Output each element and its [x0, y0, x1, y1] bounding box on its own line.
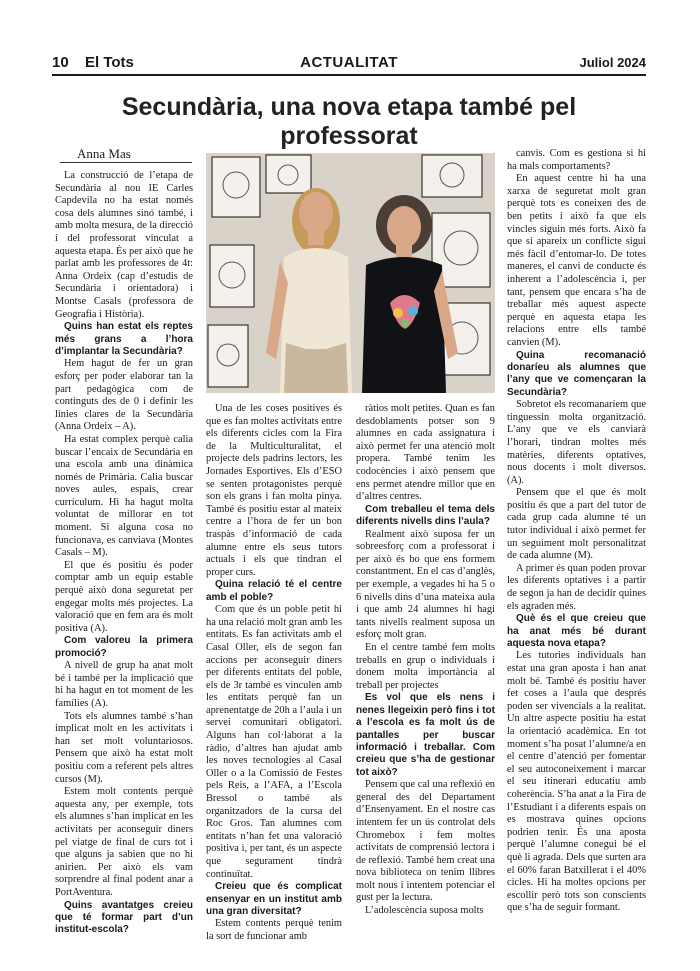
- article-title: Secundària, una nova etapa també pel professorat: [121, 93, 577, 150]
- interview-question: Creieu que és complicat ensenyar en un institut amb una gran diversitat?: [206, 881, 342, 917]
- interview-question: Quins avantatges creieu que té formar part d’un institut-escola?: [55, 899, 193, 936]
- body-paragraph: Pensem que cal una reflexió en general des del Departament d’Ensenyament. En el nostre cas intentem fer un ús controlat dels Chromebox i fem moltes activitats de comprensió lectora i de reflexió. També hem creat una nova biblioteca on tenim llibres molt nous i intentem potenciar el gust per la lectura.: [356, 779, 495, 904]
- author-rule: [60, 162, 192, 163]
- body-paragraph: Una de les coses positives és que es fan moltes activitats entre els diferents cicles com la Fira de la Multiculturalitat, el projecte dels padrins lectors, les Jornades Esportives. Els d’ESO se senten protagonistes perquè son els grans i fan molta pinya. També és positiu estar al mateix centre a l’hora de fer un bon traspàs d’informació de cada alumne entre els seus tutors actuals i els que tindran el proper curs.: [206, 403, 342, 578]
- article-column-1: [55, 170, 193, 937]
- body-paragraph: A primer és quan poden provar les diferents optatives i a partir de segon ja han de decidir quines els agraden més.: [507, 562, 646, 612]
- interview-question: Quins han estat els reptes més grans a l’hora d’implantar la Secundària?: [55, 321, 193, 357]
- interview-question: Com valoreu la primera promoció?: [55, 635, 193, 659]
- interview-question: Quina recomanació donaríeu als alumnes que l’any que ve començaran la Secundària?: [507, 349, 646, 398]
- publication-name: El Tots: [85, 54, 134, 71]
- body-paragraph: Com que és un poble petit hi ha una relació molt gran amb les entitats. Es fan activitats amb el Casal Oller, els de segon fan accions per aconseguir diners per diferents entitats del poble, els de 3r també es vinculen amb les entitats perquè fan un aprenentatge de 20h a l’aula i un servei comunitari obligatori. Alguns han col·laborat a la ràdio, d’altres han ajudat amb les noves tecnologies al Casal Oller o a la Comissió de Festes pels Reis, a l’AFA, a l’Escola Bressol o també als organitzadors de la cursa del Roc Gros. Tan alumnes com entitats n’han fet una valoració positiva i, per tant, és un aspecte que segurament tindrà continuïtat.: [206, 604, 342, 880]
- interview-question: Com treballeu el tema dels diferents nivells dins l’aula?: [356, 503, 495, 528]
- body-paragraph: Estem molt contents perquè aquesta any, per exemple, tots els alumnes s’han implicat en les activitats per aconseguir diners pel viatge de final de curs tot i que alguns ja sabien que no hi anirien. Per això els vam sorprendre al final podent anar a PortAventura.: [55, 786, 193, 898]
- interview-question: Què és el que creieu que ha anat més bé durant aquesta nova etapa?: [507, 613, 646, 650]
- body-paragraph: Les tutories individuals han estat una gran aposta i han anat molt bé. També és positiu haver fet coses a l’aula que després poden ser vivencials a la realitat. Un altre aspecte positiu ha estat la orientació acadèmica. En tot moment s’ha posat l’alumne/a en el centre d’atenció per fomentar el seu autoconeixement i marcar el seu itinerari educatiu amb coherència. S’ha anat a la Fira de l’Estudiant i a diferents espais on es mostrava quines opcions podrien tenir. És una aposta perquè l’alumne conegui bé el què li agrada. Dels que surten ara el 60% faran Batxillerat i el 40% cicles. Hi ha moltes opcions per escollir però tots son conscients que s’ha de seguir formant.: [507, 650, 646, 914]
- teachers-photo: [206, 153, 495, 393]
- page-header: [52, 52, 646, 74]
- section-name: ACTUALITAT: [300, 54, 398, 71]
- body-paragraph: Tots els alumnes també s’han implicat molt en les activitats i han set molt voluntariosos. Pensem que això ha estat molt positiu com a referent pels altres cursos (M).: [55, 710, 193, 785]
- interview-question: Es vol que els nens i nenes llegeixin però fins i tot a l’escola es fa molt ús de pantalles per buscar informació i treballar. Com creieu que s’ha de gestionar tot això?: [356, 692, 495, 778]
- article-author: Anna Mas: [77, 146, 131, 161]
- body-paragraph: L’adolescència suposa molts: [365, 905, 484, 917]
- body-paragraph: Sobretot els recomanaríem que tinguessin molta organització. L’any que ve els canviarà l’horari, tindran moltes més matèries, diferents optatives, nous docents i molt diversos. (A).: [507, 399, 646, 486]
- body-paragraph: A nivell de grup ha anat molt bé i també per la implicació que hi ha hagut en tot moment de les famílies (A).: [55, 660, 193, 709]
- body-paragraph: En aquest centre hi ha una xarxa de seguretat molt gran perquè tots es coneixen des de ben petits i això fa que els vincles siguin més forts. Això fa que si apareix un conflicte sigui més fàcil d’entomar-lo. De totes maneres, el canvi de conducte és inherent a l’adolescència i, per tant, pensem que encara s’ha de treballar més aquest aspecte perquè en aquesta etapa les relacions entre ells també canvien (M).: [507, 173, 646, 348]
- page-number: 10: [52, 54, 69, 71]
- body-paragraph: Ha estat complex perquè calia buscar l’encaix de Secundària en una escola amb una dinàmica només de Primària. Calia buscar noves aules, espais, crear currículum. Hi ha hagut molta voluntat de millorar en tot moment. Si alguna cosa no funcionava, es canviava (Montes Casals – M).: [55, 433, 193, 559]
- article-column-3: [356, 403, 495, 918]
- issue-date: Juliol 2024: [579, 55, 646, 70]
- body-paragraph: En el centre també fem molts treballs en grup o individuals i donem molta importància al treball per projectes: [356, 641, 495, 691]
- interview-question: Quina relació té el centre amb el poble?: [206, 579, 342, 603]
- body-paragraph: Hem hagut de fer un gran esforç per poder elaborar tan la part pedagògica com de continguts des de 0 i definir les línies clares de la Secundària (Anna Ordeix – A).: [55, 358, 193, 433]
- article-column-4: [507, 148, 646, 915]
- article-column-2: [206, 403, 342, 944]
- portrait-photo-two-teachers-icon: [206, 153, 495, 393]
- body-paragraph: ràtios molt petites. Quan es fan desdoblaments potser son 9 alumnes en cada assignatura i això permet fer una atenció molt propera. També tenim les codocències i això pensem que ens permet atendre millor que en d’altres centres.: [356, 403, 495, 503]
- body-paragraph: El que és positiu és poder comptar amb un equip estable perquè això dona seguretat per engegar molts més projectes. La valoració que en fem ara és molt positiva (A).: [55, 559, 193, 634]
- body-paragraph: Estem contents perquè tenim la sort de funcionar amb: [206, 918, 342, 942]
- body-paragraph: La construcció de l’etapa de Secundària al nou IE Carles Capdevila no ha estat només cosa dels alumnes sinó també, i amb molta mesura, de la direcció i del professorat vinculat a aquesta etapa. És per això que he parlat amb les professores de 4t: Anna Ordeix (cap d’estudis de Secundària i orientadora) i Montse Casals (professora de Geografia i Història).: [55, 170, 193, 320]
- body-paragraph: canvis. Com es gestiona si hi ha mals comportaments?: [507, 148, 646, 172]
- header-rule: [52, 74, 646, 76]
- body-paragraph: Pensem que el que és molt positiu és que a part del tutor de cada grup cada alumne té un tutor individual i això permet fer un seguiment molt personalitzat de cada alumne (M).: [507, 487, 646, 562]
- body-paragraph: Realment això suposa fer un sobreesforç com a professorat i per això és bo que ens formem constantment. En el cas d’anglès, per exemple, a vegades hi ha 5 o 6 nivells dins d’una mateixa aula i que amb 24 alumnes hi hagi tants nivells realment suposa un esforç molt gran.: [356, 528, 495, 641]
